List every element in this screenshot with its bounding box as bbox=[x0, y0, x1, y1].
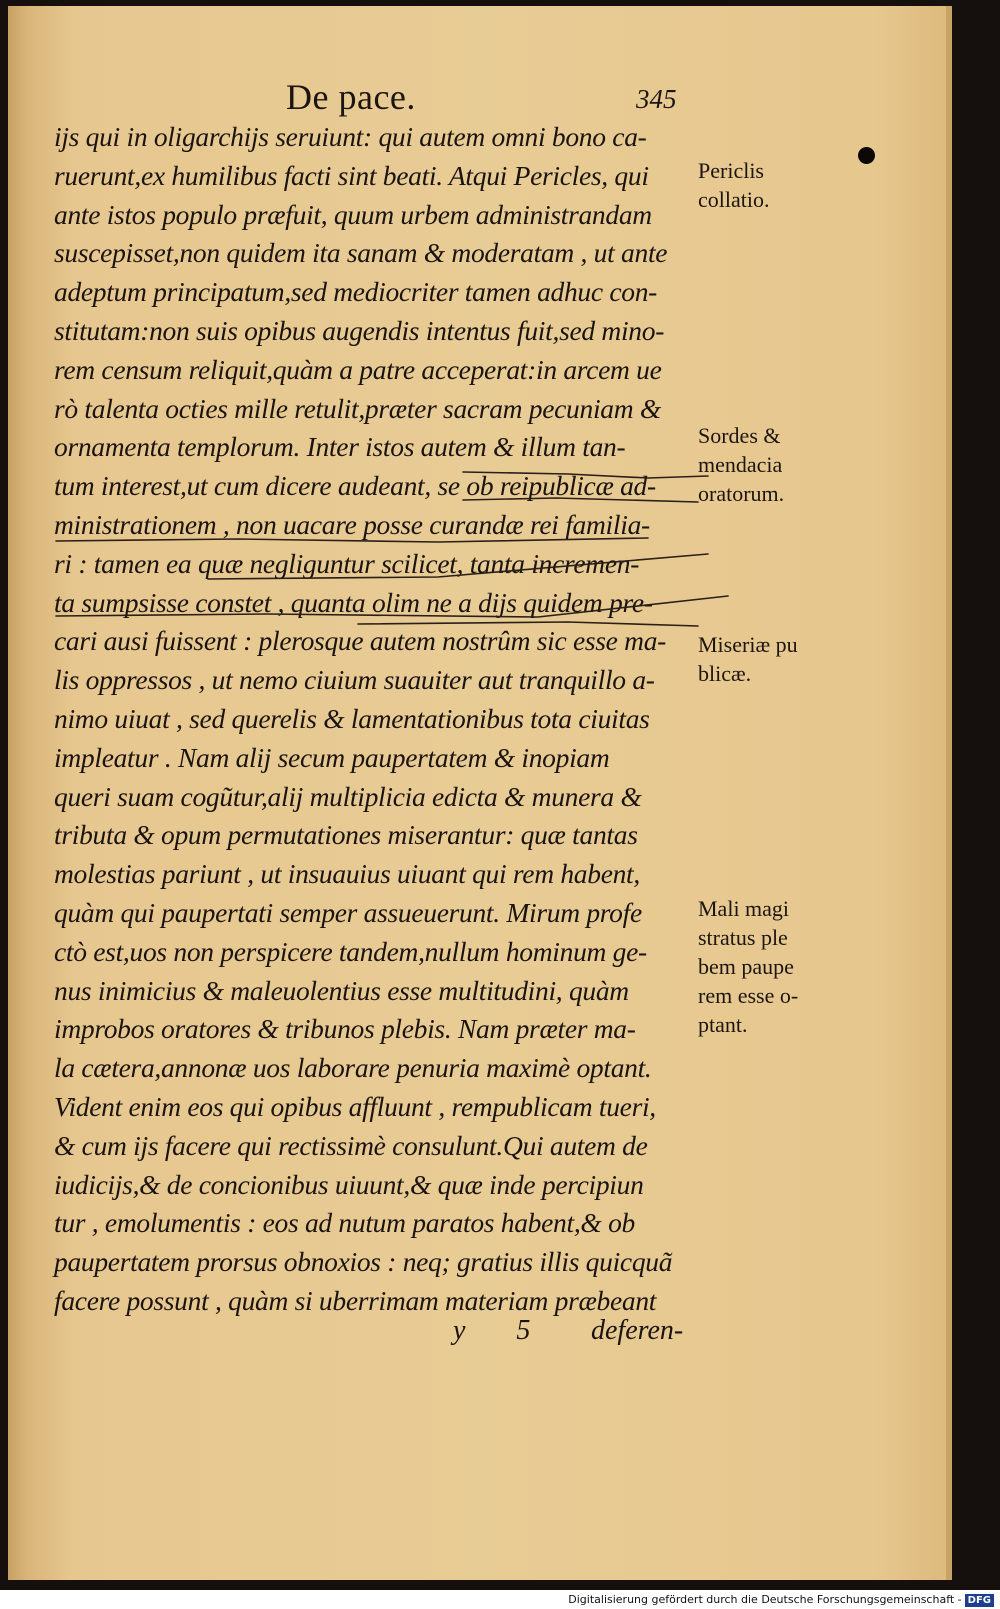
marginal-note-line: oratorum. bbox=[698, 481, 785, 506]
underline-mark bbox=[358, 622, 698, 626]
underline-mark bbox=[463, 472, 708, 478]
text-line: Vident enim eos qui opibus affluunt , rempublicam tueri, bbox=[54, 1090, 656, 1122]
marginal-note-line: Periclis bbox=[698, 158, 764, 183]
text-line: facere possunt , quàm si uberrimam materiam præbeant bbox=[54, 1284, 657, 1316]
catchword: deferen- bbox=[591, 1315, 684, 1346]
page-number: 345 bbox=[636, 84, 677, 114]
text-line: adeptum principatum,sed mediocriter tamen adhuc con- bbox=[54, 276, 658, 308]
text-line: iudicijs,& de concionibus uiuunt,& quæ inde percipiun bbox=[54, 1168, 644, 1200]
text-line: ijs qui in oligarchijs seruiunt: qui autem omni bono ca- bbox=[54, 121, 647, 152]
underline-mark bbox=[463, 498, 698, 502]
marginal-note-line: stratus ple bbox=[698, 925, 788, 950]
text-line: ri : tamen ea quæ negliguntur scilicet, tanta incremen- bbox=[54, 547, 640, 579]
text-line: cari ausi fuissent : plerosque autem nostrûm sic esse ma- bbox=[54, 625, 667, 657]
book-page bbox=[8, 6, 952, 1580]
text-line: tributa & opum permutationes miserantur: quæ tantas bbox=[54, 819, 638, 851]
underline-mark bbox=[56, 596, 728, 617]
text-line: tum interest,ut cum dicere audeant, se ob reipublicæ ad- bbox=[54, 470, 656, 502]
text-line: nimo uiuat , sed querelis & lamentationibus tota ciuitas bbox=[54, 702, 650, 734]
dfg-logo: DFG bbox=[965, 1594, 994, 1607]
marginal-note-line: blicæ. bbox=[698, 661, 752, 686]
text-line: lis oppressos , ut nemo ciuium suauiter aut tranquillo a- bbox=[54, 664, 655, 696]
text-line: improbos oratores & tribunos plebis. Nam præter ma- bbox=[54, 1013, 636, 1045]
underline-mark bbox=[208, 554, 708, 579]
running-head: De pace. bbox=[286, 77, 416, 117]
marginal-note-line: Mali magi bbox=[698, 896, 790, 921]
text-line: la cætera,annonæ uos laborare penuria maximè optant. bbox=[54, 1052, 652, 1084]
text-line: rò talenta octies mille retulit,præter sacram pecuniam & bbox=[54, 392, 661, 424]
handwritten-underlines bbox=[8, 6, 952, 1580]
marginal-note-line: rem esse o- bbox=[698, 983, 799, 1008]
text-line: ante istos populo præfuit, quum urbem administrandam bbox=[54, 198, 652, 230]
marginal-note-line: ptant. bbox=[698, 1012, 748, 1037]
marginal-note-line: mendacia bbox=[698, 452, 783, 477]
text-line: ctò est,uos non perspicere tandem,nullum hominum ge- bbox=[54, 935, 647, 967]
signature-mark: y 5 bbox=[453, 1315, 553, 1346]
text-line: impleatur . Nam alij secum paupertatem & inopiam bbox=[54, 741, 610, 773]
text-line: ruerunt,ex humilibus facti sint beati. Atqui Pericles, qui bbox=[54, 159, 649, 191]
text-line: stitutam:non suis opibus augendis intentus fuit,sed mino- bbox=[54, 314, 665, 346]
marginal-note-line: bem paupe bbox=[698, 954, 794, 979]
credit-text: Digitalisierung gefördert durch die Deutsche Forschungsgemeinschaft - bbox=[568, 1593, 962, 1606]
text-line: tur , emolumentis : eos ad nutum paratos habent,& ob bbox=[54, 1207, 635, 1239]
text-line: rem censum reliquit,quàm a patre acceperat:in arcem ue bbox=[54, 353, 662, 385]
text-line: quàm qui paupertati semper assueuerunt. Mirum profe bbox=[54, 896, 642, 928]
text-line: paupertatem prorsus obnoxios : neq; gratius illis quicquã bbox=[54, 1246, 673, 1278]
marginal-note-line: Miseriæ pu bbox=[698, 632, 798, 657]
text-line: ta sumpsisse constet , quanta olim ne a dijs quidem pre- bbox=[54, 586, 653, 618]
text-line: queri suam cogũtur,alij multiplicia edicta & munera & bbox=[54, 780, 642, 812]
text-line: molestias pariunt , ut insuauius uiuant qui rem habent, bbox=[54, 858, 640, 890]
text-line: ornamenta templorum. Inter istos autem & illum tan- bbox=[54, 431, 626, 463]
text-line: & cum ijs facere qui rectissimè consulunt.Qui autem de bbox=[54, 1129, 648, 1161]
marginal-note-line: collatio. bbox=[698, 187, 770, 212]
text-line: nus inimicius & maleuolentius esse multitudini, quàm bbox=[54, 974, 629, 1006]
digitization-credit bbox=[568, 1590, 994, 1609]
marginal-note-line: Sordes & bbox=[698, 423, 781, 448]
underline-mark bbox=[56, 538, 648, 542]
text-line: suscepisset,non quidem ita sanam & moderatam , ut ante bbox=[54, 237, 668, 269]
text-line: ministrationem , non uacare posse curandæ rei familia- bbox=[54, 508, 650, 540]
